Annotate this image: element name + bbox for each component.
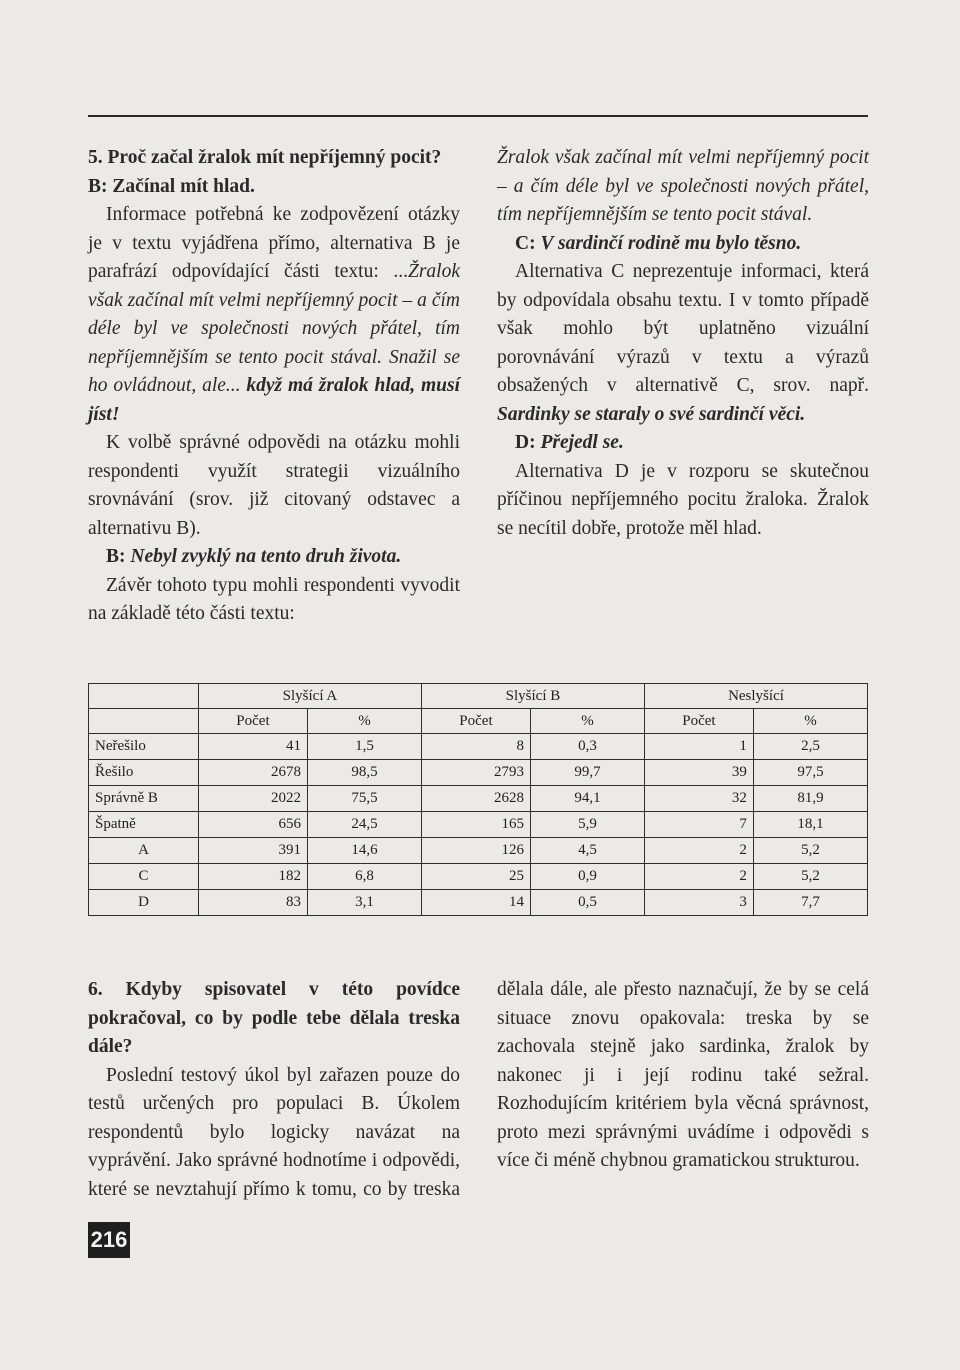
- table-cell: 182: [198, 864, 307, 890]
- paragraph-6-1-continued: dělala dále, ale přesto naznačují, že by se celá situace znovu opakovala: treska by se zachovala stejně jako sardinka, žralok by nakonec ji i její rodinu také sežral. Rozhodujícím kritériem byla věcná správnost, proto mezi správnými uvádíme i odpovědi s více či méně chybnou gramatickou strukturou.: [497, 979, 869, 1171]
- table-cell: 656: [198, 812, 307, 838]
- group-header: Slyšící B: [421, 684, 644, 709]
- table-cell: 0,5: [530, 890, 644, 916]
- row-label: Špatně: [89, 812, 199, 838]
- table-cell: 94,1: [530, 786, 644, 812]
- group-header: Slyšící A: [198, 684, 421, 709]
- row-label: Řešilo: [89, 760, 199, 786]
- table-cell: 5,2: [753, 838, 867, 864]
- table-cell: 4,5: [530, 838, 644, 864]
- table-cell: 5,2: [753, 864, 867, 890]
- row-label: Neřešilo: [89, 734, 199, 760]
- results-table: [88, 683, 868, 916]
- table-row: [89, 864, 868, 890]
- column-right-bottom: [497, 976, 869, 1204]
- table-cell: 18,1: [753, 812, 867, 838]
- table-cell: 2678: [198, 760, 307, 786]
- answer-label: D:: [515, 432, 541, 453]
- table-cell: 97,5: [753, 760, 867, 786]
- table-cell: 0,9: [530, 864, 644, 890]
- table-cell: 14,6: [307, 838, 421, 864]
- quote-bold: když má žralok hlad, musí jíst!: [88, 375, 460, 425]
- row-label: Správně B: [89, 786, 199, 812]
- paragraph-5-2: K volbě správné odpovědi na otázku mohli respondenti využít strategii vizuálního srovnávání (srov. již citovaný odstavec a alternativu B).: [88, 432, 460, 539]
- table-cell: 98,5: [307, 760, 421, 786]
- answer-b-heading: B: Začínal mít hlad.: [88, 175, 255, 197]
- table-cell: 81,9: [753, 786, 867, 812]
- table-cell: 0,3: [530, 734, 644, 760]
- paragraph-5-4: [497, 258, 869, 429]
- table-cell: 2022: [198, 786, 307, 812]
- quote-5-3: Žralok však začínal mít velmi nepříjemný pocit – a čím déle byl ve společnosti nových přátel, tím nepříjemnějším se tento pocit stával.: [497, 147, 869, 225]
- column-left-bottom: [88, 976, 460, 1204]
- table-row: [89, 838, 868, 864]
- answer-text: V sardinčí rodině mu bylo těsno.: [540, 232, 802, 254]
- question-6: 6. Kdyby spisovatel v této povídce pokračoval, co by podle tebe dělala treska dále?: [88, 979, 460, 1057]
- row-label: D: [89, 890, 199, 916]
- subheader-cell: %: [753, 709, 867, 734]
- table-cell: 1,5: [307, 734, 421, 760]
- table-cell: 25: [421, 864, 530, 890]
- answer-b2-heading: [88, 543, 460, 572]
- header-rule: [88, 115, 868, 117]
- subheader-cell: %: [530, 709, 644, 734]
- answer-d-heading: [497, 429, 869, 458]
- column-left-top: [88, 144, 460, 629]
- answer-label: B:: [106, 546, 131, 567]
- answer-text: Nebyl zvyklý na tento druh života.: [130, 546, 402, 567]
- table-cell: 5,9: [530, 812, 644, 838]
- paragraph-6-1: Poslední testový úkol byl zařazen pouze do testů určených pro populaci B. Úkolem respondentů bylo logicky navázat na vyprávění. Jako správné hodnotíme i odpovědi, které se nevztahují přímo k tomu, co by treska: [88, 1064, 460, 1200]
- paragraph-5-3: Závěr tohoto typu mohli respondenti vyvodit na základě této části textu:: [88, 574, 460, 624]
- table-cell: 7,7: [753, 890, 867, 916]
- subheader-cell: %: [307, 709, 421, 734]
- table-subheader: [89, 709, 868, 734]
- table-cell: 165: [421, 812, 530, 838]
- table-cell: 14: [421, 890, 530, 916]
- row-label: A: [89, 838, 199, 864]
- table-cell: 2628: [421, 786, 530, 812]
- paragraph-text: Alternativa C neprezentuje informaci, která by odpovídala obsahu textu. I v tomto případě však mohlo být uplatněno vizuální porovnávání výrazů v textu a výrazů obsažených v alternativě C, srov. např.: [497, 261, 869, 396]
- row-label: C: [89, 864, 199, 890]
- table-cell: 7: [644, 812, 753, 838]
- table-group-header: [89, 684, 868, 709]
- table-cell: 3,1: [307, 890, 421, 916]
- paragraph-5-1: [88, 201, 460, 429]
- table-cell: 2: [644, 864, 753, 890]
- answer-label: C:: [515, 232, 541, 254]
- table-cell: 83: [198, 890, 307, 916]
- subheader-cell: Počet: [421, 709, 530, 734]
- table-cell: 2: [644, 838, 753, 864]
- table-row: [89, 760, 868, 786]
- table-cell: 1: [644, 734, 753, 760]
- table-row: [89, 812, 868, 838]
- answer-c-heading: [497, 230, 869, 259]
- table-cell: 39: [644, 760, 753, 786]
- quote-text: Žralok však začínal mít velmi nepříjemný pocit – a čím déle byl ve společnosti nových přátel, tím nepříjemnějším se tento pocit stával. Snažil se ho ovládnout, ale...: [88, 261, 460, 396]
- quote-bold: Sardinky se staraly o své sardinčí věci.: [497, 403, 806, 425]
- table-cell: 8: [421, 734, 530, 760]
- paragraph-5-5: Alternativa D je v rozporu se skutečnou příčinou nepříjemného pocitu žraloka. Žralok se necítil dobře, protože měl hlad.: [497, 460, 869, 539]
- table-corner: [89, 684, 199, 709]
- answer-text: Přejedl se.: [540, 432, 624, 453]
- table-row: [89, 890, 868, 916]
- table-cell: 75,5: [307, 786, 421, 812]
- page-number: 216: [88, 1222, 130, 1258]
- question-5: 5. Proč začal žralok mít nepříjemný pocit?: [88, 147, 442, 168]
- table-cell: 32: [644, 786, 753, 812]
- column-right-bottom-flow: [497, 976, 869, 1176]
- table-cell: 24,5: [307, 812, 421, 838]
- table-cell: 41: [198, 734, 307, 760]
- table-cell: 3: [644, 890, 753, 916]
- table-cell: 2,5: [753, 734, 867, 760]
- column-right-top: [497, 144, 869, 543]
- group-header: Neslyšící: [644, 684, 867, 709]
- table-cell: 6,8: [307, 864, 421, 890]
- paragraph-text: Informace potřebná ke zodpovězení otázky je v textu vyjádřena přímo, alternativa B je parafrází odpovídající části textu: ...: [88, 204, 460, 282]
- table-cell: 2793: [421, 760, 530, 786]
- table-cell: 99,7: [530, 760, 644, 786]
- subheader-cell: Počet: [198, 709, 307, 734]
- subheader-cell: Počet: [644, 709, 753, 734]
- table-row: [89, 786, 868, 812]
- table-corner: [89, 709, 199, 734]
- table-cell: 126: [421, 838, 530, 864]
- table-row: [89, 734, 868, 760]
- table-cell: 391: [198, 838, 307, 864]
